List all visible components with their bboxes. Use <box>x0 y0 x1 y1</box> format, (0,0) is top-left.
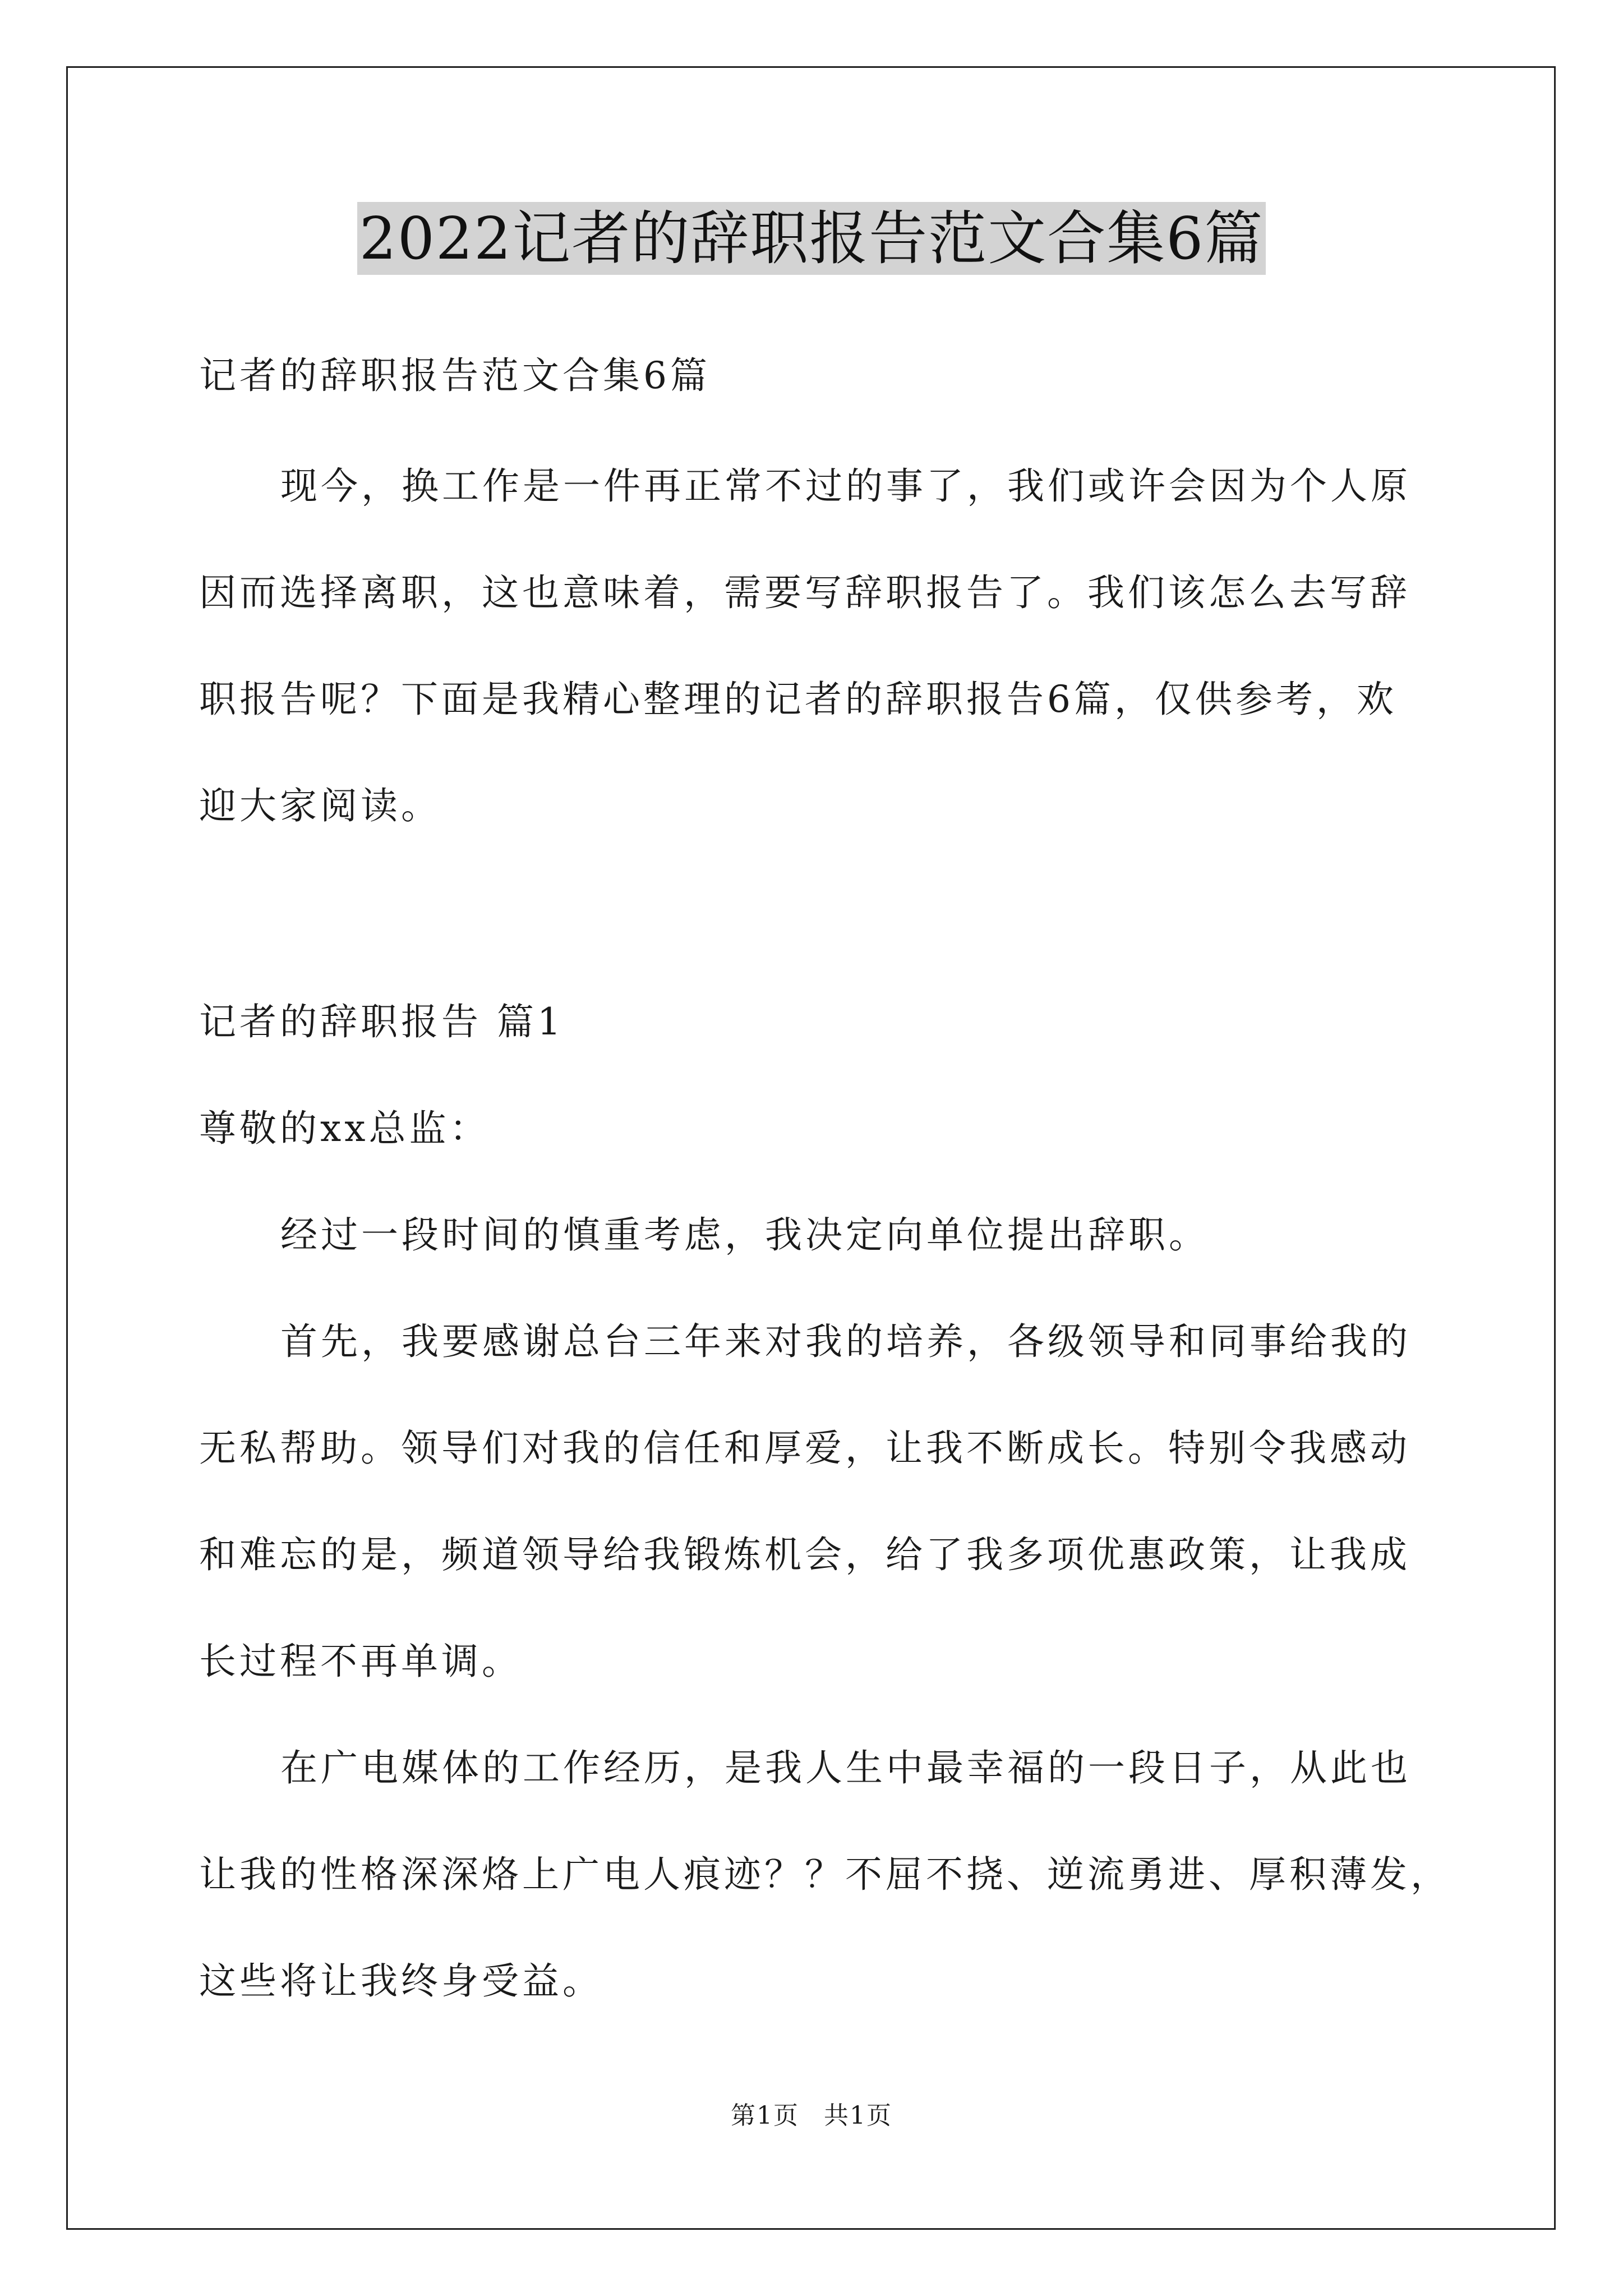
paragraph-2-line-2: 无私帮助。领导们对我的信任和厚爱，让我不断成长。特别令我感动 <box>199 1427 1410 1470</box>
page-current: 第1页 <box>731 2101 799 2130</box>
section-heading: 记者的辞职报告 篇1 <box>199 1000 564 1043</box>
paragraph-3-line-2: 让我的性格深深烙上广电人痕迹？？不屈不挠、逆流勇进、厚积薄发， <box>199 1853 1451 1896</box>
paragraph-2-line-3: 和难忘的是，频道领导给我锻炼机会，给了我多项优惠政策，让我成 <box>199 1533 1410 1576</box>
paragraph-2-line-4: 长过程不再单调。 <box>199 1640 522 1683</box>
intro-line-1: 现今，换工作是一件再正常不过的事了，我们或许会因为个人原 <box>280 464 1411 508</box>
paragraph-2-line-1: 首先，我要感谢总台三年来对我的培养，各级领导和同事给我的 <box>280 1320 1411 1363</box>
paragraph-3-line-3: 这些将让我终身受益。 <box>199 1959 603 2003</box>
salutation: 尊敬的xx总监： <box>199 1107 490 1150</box>
document-title: 2022记者的辞职报告范文合集6篇 <box>357 202 1266 275</box>
page-footer <box>0 2095 1623 2131</box>
title-container <box>0 202 1623 275</box>
intro-line-3: 职报告呢？下面是我精心整理的记者的辞职报告6篇，仅供参考，欢 <box>199 678 1397 721</box>
intro-line-4: 迎大家阅读。 <box>199 784 441 827</box>
paragraph-3-line-1: 在广电媒体的工作经历，是我人生中最幸福的一段日子，从此也 <box>280 1746 1411 1789</box>
subtitle: 记者的辞职报告范文合集6篇 <box>199 354 711 397</box>
page-total: 共1页 <box>824 2101 892 2130</box>
intro-line-2: 因而选择离职，这也意味着，需要写辞职报告了。我们该怎么去写辞 <box>199 571 1410 614</box>
paragraph-1: 经过一段时间的慎重考虑，我决定向单位提出辞职。 <box>280 1213 1209 1257</box>
